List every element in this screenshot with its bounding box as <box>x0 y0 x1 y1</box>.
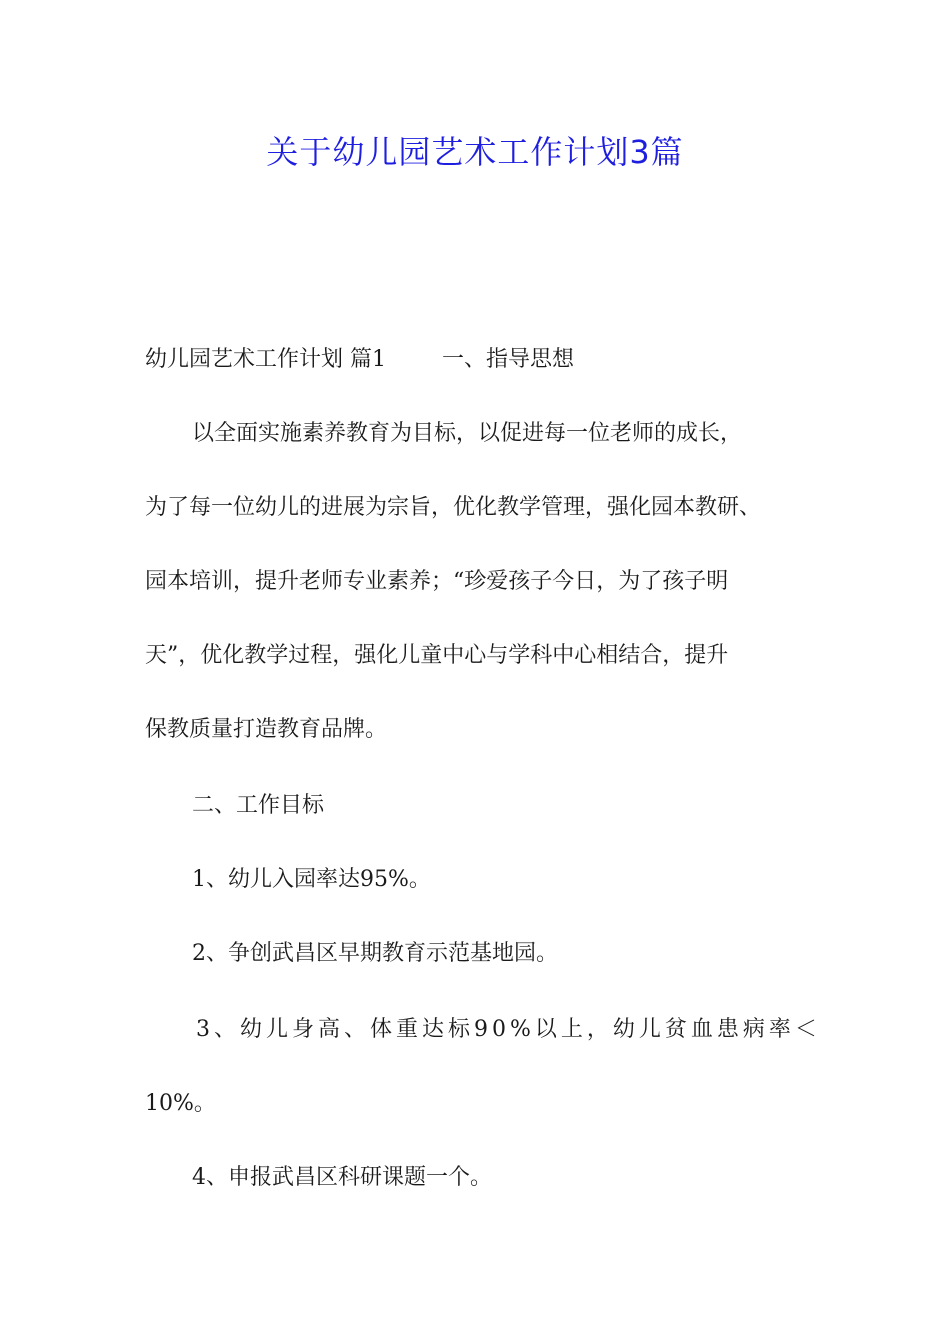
paragraph-line: 天”，优化教学过程，强化儿童中心与学科中心相结合，提升 <box>145 643 729 668</box>
paragraph-line: 园本培训，提升老师专业素养；“珍爱孩子今日，为了孩子明 <box>145 569 729 594</box>
goal-item: 4、申报武昌区科研课题一个。 <box>192 1165 492 1190</box>
goal-item: 1、幼儿入园率达95%。 <box>192 867 431 892</box>
paragraph-line: 保教质量打造教育品牌。 <box>145 717 388 742</box>
paragraph-line: 为了每一位幼儿的进展为宗旨，优化教学管理，强化园本教研、 <box>145 495 762 520</box>
section-heading: 幼儿园艺术工作计划 篇1 <box>145 347 386 372</box>
paragraph-line: 以全面实施素养教育为目标，以促进每一位老师的成长， <box>192 421 743 446</box>
section-heading-line <box>145 344 574 376</box>
goal-item-continuation: 10%。 <box>145 1091 216 1116</box>
document-title: 关于幼儿园艺术工作计划3篇 <box>266 133 684 171</box>
subheading-work-goals: 二、工作目标 <box>192 793 325 818</box>
subheading-guiding-thought: 一、指导思想 <box>442 347 575 372</box>
goal-item: 2、争创武昌区早期教育示范基地园。 <box>192 941 558 966</box>
goal-item: 3、幼儿身高、体重达标90%以上，幼儿贫血患病率＜ <box>196 1017 821 1042</box>
